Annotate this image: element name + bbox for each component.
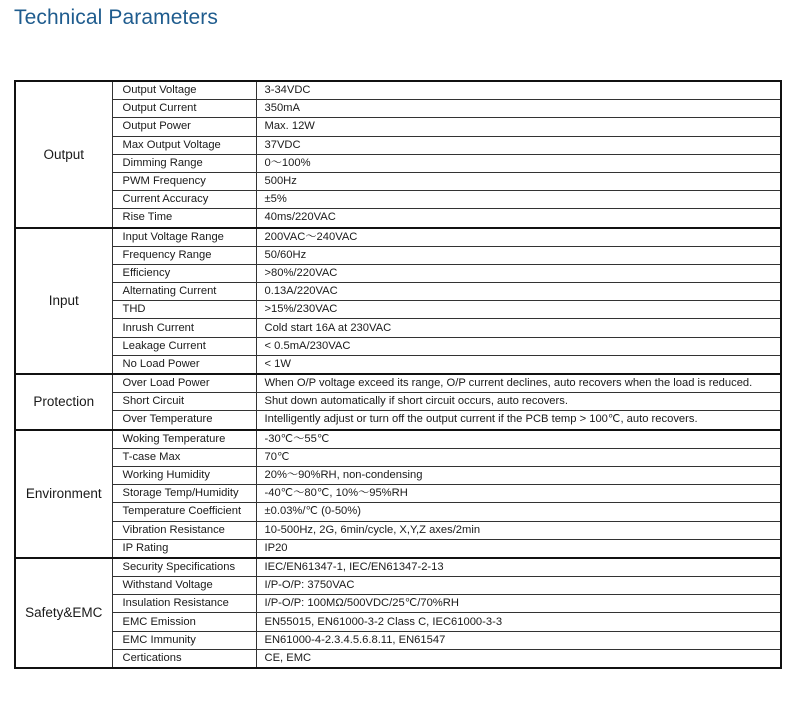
parameter-value: 50/60Hz [256, 246, 781, 264]
parameter-name: Max Output Voltage [112, 136, 256, 154]
table-row [15, 613, 781, 631]
parameter-name: THD [112, 301, 256, 319]
parameter-name: Alternating Current [112, 283, 256, 301]
parameter-name: IP Rating [112, 539, 256, 558]
parameter-value: 500Hz [256, 172, 781, 190]
parameter-name: Output Current [112, 100, 256, 118]
parameter-value: < 1W [256, 355, 781, 374]
parameter-value: IEC/EN61347-1, IEC/EN61347-2-13 [256, 558, 781, 577]
table-row [15, 118, 781, 136]
table-row [15, 393, 781, 411]
parameter-name: No Load Power [112, 355, 256, 374]
table-row [15, 228, 781, 247]
parameter-name: Over Temperature [112, 411, 256, 430]
parameter-name: Vibration Resistance [112, 521, 256, 539]
parameter-value: IP20 [256, 539, 781, 558]
technical-parameters-table [14, 80, 782, 669]
parameter-name: Efficiency [112, 264, 256, 282]
parameter-value: I/P-O/P: 3750VAC [256, 577, 781, 595]
parameter-name: Inrush Current [112, 319, 256, 337]
category-cell: Protection [15, 374, 112, 430]
table-row [15, 209, 781, 228]
parameter-value: -30℃～55℃ [256, 430, 781, 449]
table-row [15, 539, 781, 558]
parameter-value: 200VAC～240VAC [256, 228, 781, 247]
table-row [15, 355, 781, 374]
parameter-value: >15%/230VAC [256, 301, 781, 319]
table-row [15, 430, 781, 449]
parameter-name: EMC Emission [112, 613, 256, 631]
table-row [15, 503, 781, 521]
parameter-name: T-case Max [112, 448, 256, 466]
parameter-name: EMC Immunity [112, 631, 256, 649]
parameter-name: Short Circuit [112, 393, 256, 411]
parameter-value: When O/P voltage exceed its range, O/P current declines, auto recovers when the load is reduced. [256, 374, 781, 393]
parameter-value: ±0.03%/℃ (0-50%) [256, 503, 781, 521]
parameter-name: Rise Time [112, 209, 256, 228]
parameter-value: 10-500Hz, 2G, 6min/cycle, X,Y,Z axes/2min [256, 521, 781, 539]
parameter-value: 20%～90%RH, non-condensing [256, 466, 781, 484]
page-title: Technical Parameters [14, 6, 218, 29]
table-row [15, 264, 781, 282]
parameter-value: Intelligently adjust or turn off the output current if the PCB temp > 100℃, auto recovers. [256, 411, 781, 430]
table-row [15, 246, 781, 264]
parameter-name: Insulation Resistance [112, 595, 256, 613]
parameter-value: >80%/220VAC [256, 264, 781, 282]
table-row [15, 577, 781, 595]
table-row [15, 466, 781, 484]
table-row [15, 649, 781, 668]
parameter-value: ±5% [256, 191, 781, 209]
table-row [15, 301, 781, 319]
table-row [15, 558, 781, 577]
parameter-name: Output Voltage [112, 81, 256, 100]
parameter-name: Temperature Coefficient [112, 503, 256, 521]
category-cell: Environment [15, 430, 112, 558]
table-row [15, 154, 781, 172]
parameter-value: CE, EMC [256, 649, 781, 668]
parameter-name: Leakage Current [112, 337, 256, 355]
parameter-value: 40ms/220VAC [256, 209, 781, 228]
parameter-name: Dimming Range [112, 154, 256, 172]
parameter-value: 70℃ [256, 448, 781, 466]
parameter-name: Certications [112, 649, 256, 668]
parameter-value: Shut down automatically if short circuit occurs, auto recovers. [256, 393, 781, 411]
table-row [15, 448, 781, 466]
parameter-value: 3-34VDC [256, 81, 781, 100]
table-row [15, 485, 781, 503]
table-row [15, 374, 781, 393]
table-row [15, 521, 781, 539]
table-row [15, 81, 781, 100]
table-row [15, 283, 781, 301]
parameter-value: Cold start 16A at 230VAC [256, 319, 781, 337]
parameter-value: Max. 12W [256, 118, 781, 136]
parameter-value: 0.13A/220VAC [256, 283, 781, 301]
table-row [15, 411, 781, 430]
parameter-name: Input Voltage Range [112, 228, 256, 247]
parameter-value: EN61000-4-2.3.4.5.6.8.11, EN61547 [256, 631, 781, 649]
parameter-name: Storage Temp/Humidity [112, 485, 256, 503]
parameter-value: 350mA [256, 100, 781, 118]
parameter-name: Frequency Range [112, 246, 256, 264]
parameter-name: Output Power [112, 118, 256, 136]
table-row [15, 631, 781, 649]
table-row [15, 100, 781, 118]
parameter-name: PWM Frequency [112, 172, 256, 190]
parameter-value: < 0.5mA/230VAC [256, 337, 781, 355]
parameter-value: -40℃～80℃, 10%～95%RH [256, 485, 781, 503]
category-cell: Safety&EMC [15, 558, 112, 668]
parameter-name: Working Humidity [112, 466, 256, 484]
table-row [15, 337, 781, 355]
parameter-name: Woking Temperature [112, 430, 256, 449]
parameter-value: 37VDC [256, 136, 781, 154]
parameter-name: Current Accuracy [112, 191, 256, 209]
table-row [15, 191, 781, 209]
parameter-name: Over Load Power [112, 374, 256, 393]
parameter-name: Withstand Voltage [112, 577, 256, 595]
parameter-name: Security Specifications [112, 558, 256, 577]
table-row [15, 595, 781, 613]
category-cell: Output [15, 81, 112, 228]
parameter-value: 0～100% [256, 154, 781, 172]
category-cell: Input [15, 228, 112, 375]
table-row [15, 136, 781, 154]
parameter-value: EN55015, EN61000-3-2 Class C, IEC61000-3-3 [256, 613, 781, 631]
table-row [15, 319, 781, 337]
table-row [15, 172, 781, 190]
parameter-value: I/P-O/P: 100MΩ/500VDC/25℃/70%RH [256, 595, 781, 613]
